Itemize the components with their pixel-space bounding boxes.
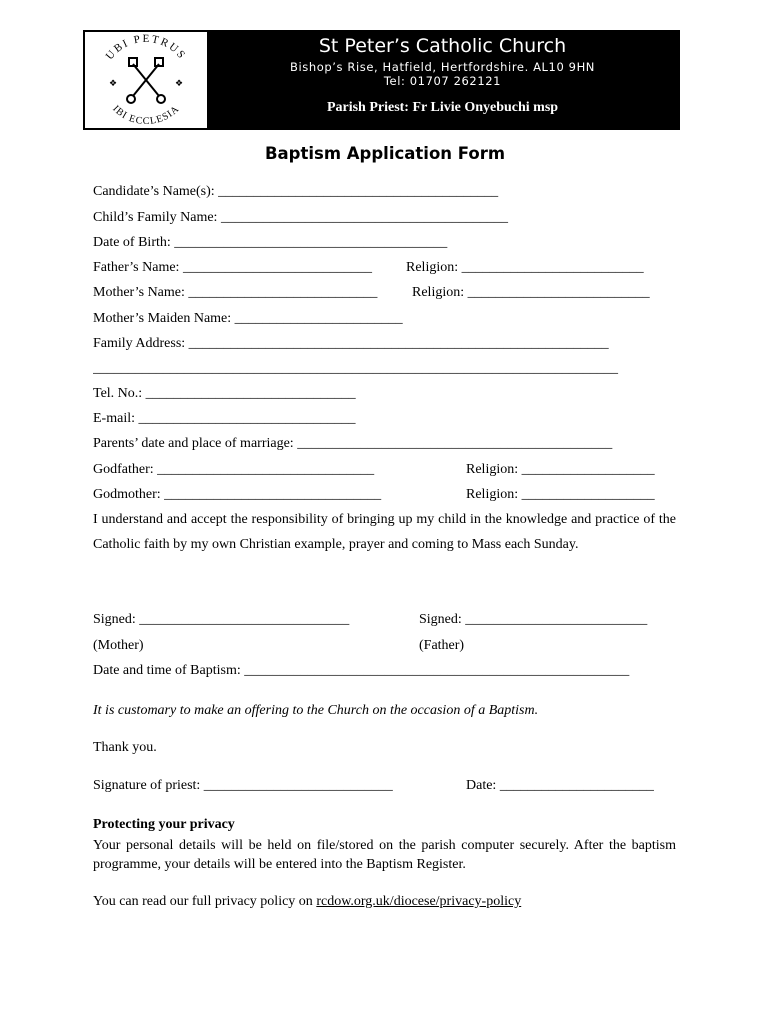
privacy-policy-link[interactable]: rcdow.org.uk/diocese/privacy-policy (316, 894, 522, 909)
privacy-text: Your personal details will be held on file/stored on the parish computer securely. After the baptism programme, your details will be entered into the Baptism Register. (93, 838, 676, 872)
svg-text:IBI ECCLESIA (110, 103, 182, 127)
family-name-field[interactable]: Child’s Family Name: _________________________________________ (93, 210, 508, 225)
godfather-field[interactable]: Godfather: _______________________________ (93, 462, 375, 477)
address-line: Bishop’s Rise, Hatfield, Hertfordshire. AL10 9HN (289, 60, 596, 74)
mother-name-field[interactable]: Mother’s Name: ___________________________ (93, 285, 378, 300)
svg-text:❖: ❖ (175, 79, 184, 89)
form-title: Baptism Application Form (264, 144, 506, 163)
godmother-field[interactable]: Godmother: _______________________________ (93, 487, 382, 502)
mother-maiden-name-field[interactable]: Mother’s Maiden Name: ________________________ (93, 311, 403, 326)
priest-signature-field[interactable]: Signature of priest: ___________________________ (93, 778, 393, 793)
email-field[interactable]: E-mail: _______________________________ (93, 411, 356, 426)
father-signature-field[interactable]: Signed: __________________________ (419, 612, 648, 627)
family-address-line-2[interactable]: ___________________________________________________________________________ (93, 361, 618, 376)
father-label: (Father) (419, 638, 465, 653)
mother-signature-field[interactable]: Signed: ______________________________ (93, 612, 350, 627)
privacy-policy-prefix: You can read our full privacy policy on (93, 894, 317, 909)
church-name: St Peter’s Catholic Church (318, 35, 567, 57)
godfather-religion-field[interactable]: Religion: ___________________ (466, 462, 655, 477)
church-header (83, 30, 680, 130)
privacy-policy-line (93, 893, 677, 911)
church-address (209, 60, 676, 88)
offering-note: It is customary to make an offering to the Church on the occasion of a Baptism. (93, 703, 539, 718)
seal-top-text: UBI PETRUS (103, 32, 189, 63)
parents-marriage-field[interactable]: Parents’ date and place of marriage: _____________________________________________ (93, 436, 613, 451)
mother-religion-field[interactable]: Religion: __________________________ (412, 285, 650, 300)
svg-text:UBI PETRUS (104, 33, 189, 62)
parish-priest: Parish Priest: Fr Livie Onyebuchi msp (326, 100, 559, 115)
crossed-keys-seal-icon (85, 32, 207, 128)
parent-declaration: I understand and accept the responsibility of bringing up my child in the knowledge and practice of the Catholic faith by my own Christian example, prayer and coming to Mass each Sunday. (93, 512, 676, 552)
father-religion-field[interactable]: Religion: __________________________ (406, 260, 644, 275)
mother-label: (Mother) (93, 638, 144, 653)
telephone-field[interactable]: Tel. No.: ______________________________ (93, 386, 356, 401)
godmother-religion-field[interactable]: Religion: ___________________ (466, 487, 655, 502)
church-seal (85, 32, 207, 128)
date-of-birth-field[interactable]: Date of Birth: _______________________________________ (93, 235, 448, 250)
family-address-field[interactable]: Family Address: ____________________________________________________________ (93, 336, 609, 351)
thank-you-text: Thank you. (93, 740, 157, 755)
svg-text:❖: ❖ (109, 79, 118, 89)
priest-date-field[interactable]: Date: ______________________ (466, 778, 654, 793)
seal-bottom-text: IBI ECCLESIA (110, 103, 182, 128)
father-name-field[interactable]: Father’s Name: ___________________________ (93, 260, 372, 275)
baptism-date-field[interactable]: Date and time of Baptism: _______________________________________________________ (93, 663, 630, 678)
telephone-line: Tel: 01707 262121 (383, 74, 502, 88)
candidate-names-field[interactable]: Candidate’s Name(s): ________________________________________ (93, 184, 499, 199)
privacy-heading: Protecting your privacy (93, 817, 235, 832)
